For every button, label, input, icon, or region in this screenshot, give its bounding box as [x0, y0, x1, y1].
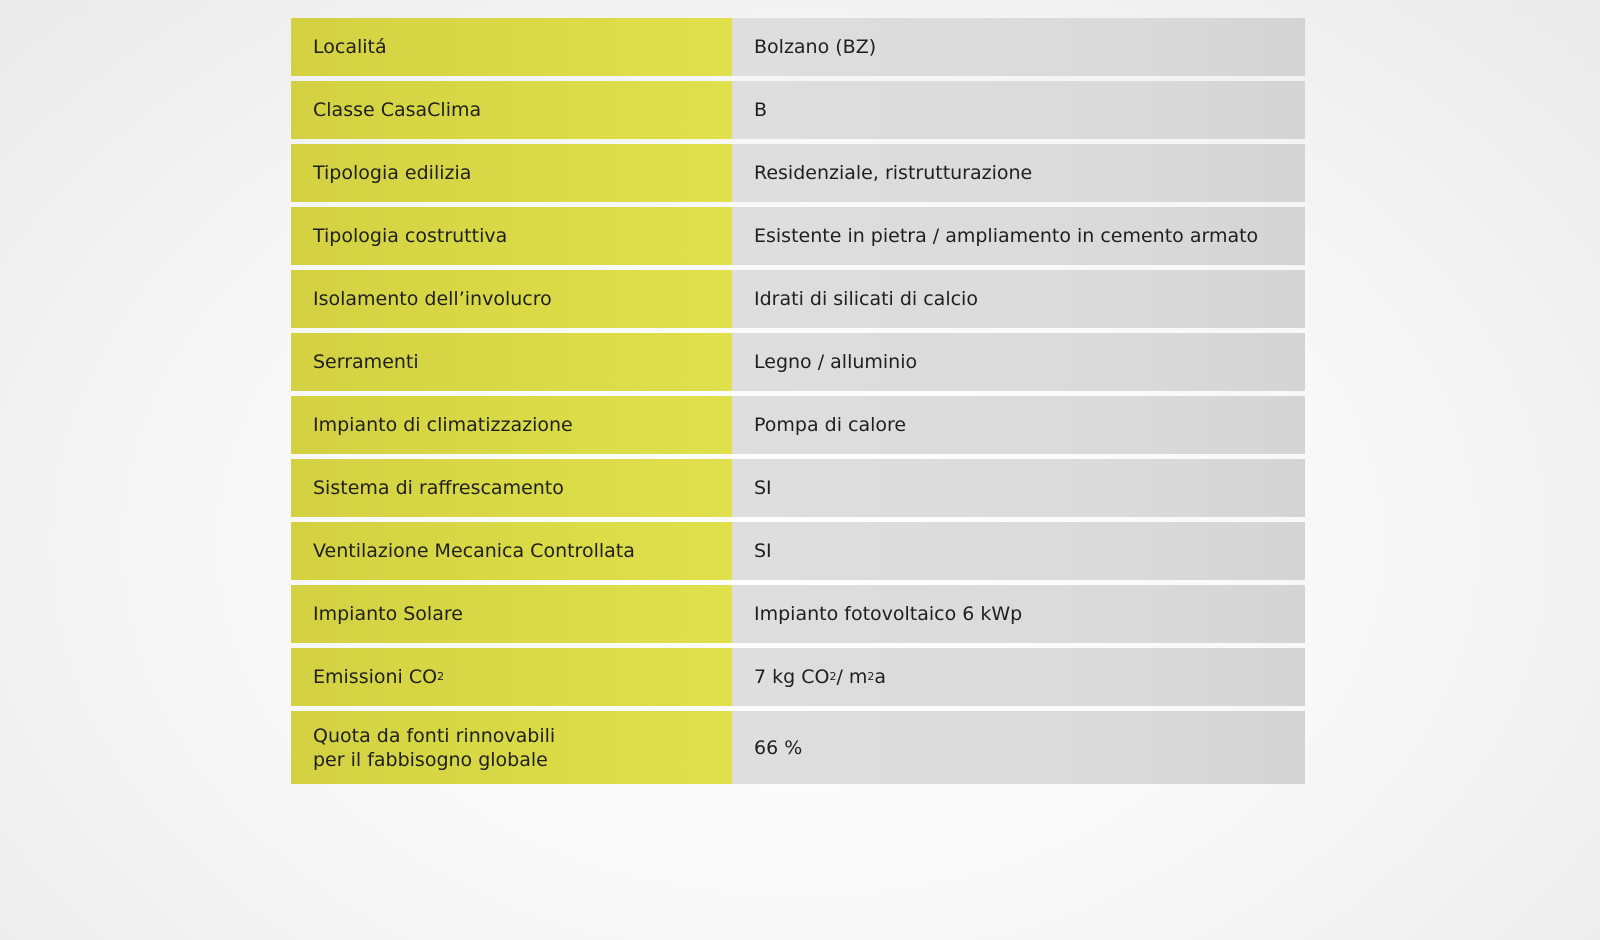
table-row: [291, 396, 1305, 454]
table-row-emissions: [291, 648, 1305, 706]
renewables-label-line1: Quota da fonti rinnovabili: [313, 724, 556, 747]
row-label: Tipologia costruttiva: [291, 207, 732, 265]
row-value: Pompa di calore: [732, 396, 1305, 454]
row-value: B: [732, 81, 1305, 139]
renewables-label-line2: per il fabbisogno globale: [313, 748, 548, 771]
row-value: Idrati di silicati di calcio: [732, 270, 1305, 328]
table-row: [291, 81, 1305, 139]
table-row: [291, 585, 1305, 643]
emissions-label-text: Emissioni CO: [313, 666, 438, 688]
row-value: Residenziale, ristrutturazione: [732, 144, 1305, 202]
table-row: [291, 144, 1305, 202]
table-row: [291, 270, 1305, 328]
row-value: Esistente in pietra / ampliamento in cemento armato: [732, 207, 1305, 265]
table-row: [291, 333, 1305, 391]
row-label-emissions: Emissioni CO 2: [291, 648, 732, 706]
row-value: Bolzano (BZ): [732, 18, 1305, 76]
row-label: Sistema di raffrescamento: [291, 459, 732, 517]
row-value-renewables: 66 %: [732, 711, 1305, 784]
emissions-value-part1: 7 kg CO: [754, 666, 830, 688]
table-row: [291, 18, 1305, 76]
row-label: Ventilazione Mecanica Controllata: [291, 522, 732, 580]
row-value: Impianto fotovoltaico 6 kWp: [732, 585, 1305, 643]
row-label: Tipologia edilizia: [291, 144, 732, 202]
table-row: [291, 207, 1305, 265]
table-row: [291, 459, 1305, 517]
row-value: SI: [732, 459, 1305, 517]
row-value-emissions: 7 kg CO 2 / m 2 a: [732, 648, 1305, 706]
emissions-value-part2: / m: [836, 666, 868, 688]
emissions-value-part3: a: [874, 666, 887, 688]
table-row-renewables: [291, 711, 1305, 784]
row-label-renewables: [291, 711, 732, 784]
row-label: Impianto Solare: [291, 585, 732, 643]
row-value: SI: [732, 522, 1305, 580]
table-row: [291, 522, 1305, 580]
row-value: Legno / alluminio: [732, 333, 1305, 391]
row-label: Isolamento dell’involucro: [291, 270, 732, 328]
row-label: Serramenti: [291, 333, 732, 391]
data-table: [291, 18, 1305, 784]
row-label: Localitá: [291, 18, 732, 76]
row-label: Impianto di climatizzazione: [291, 396, 732, 454]
row-label: Classe CasaClima: [291, 81, 732, 139]
